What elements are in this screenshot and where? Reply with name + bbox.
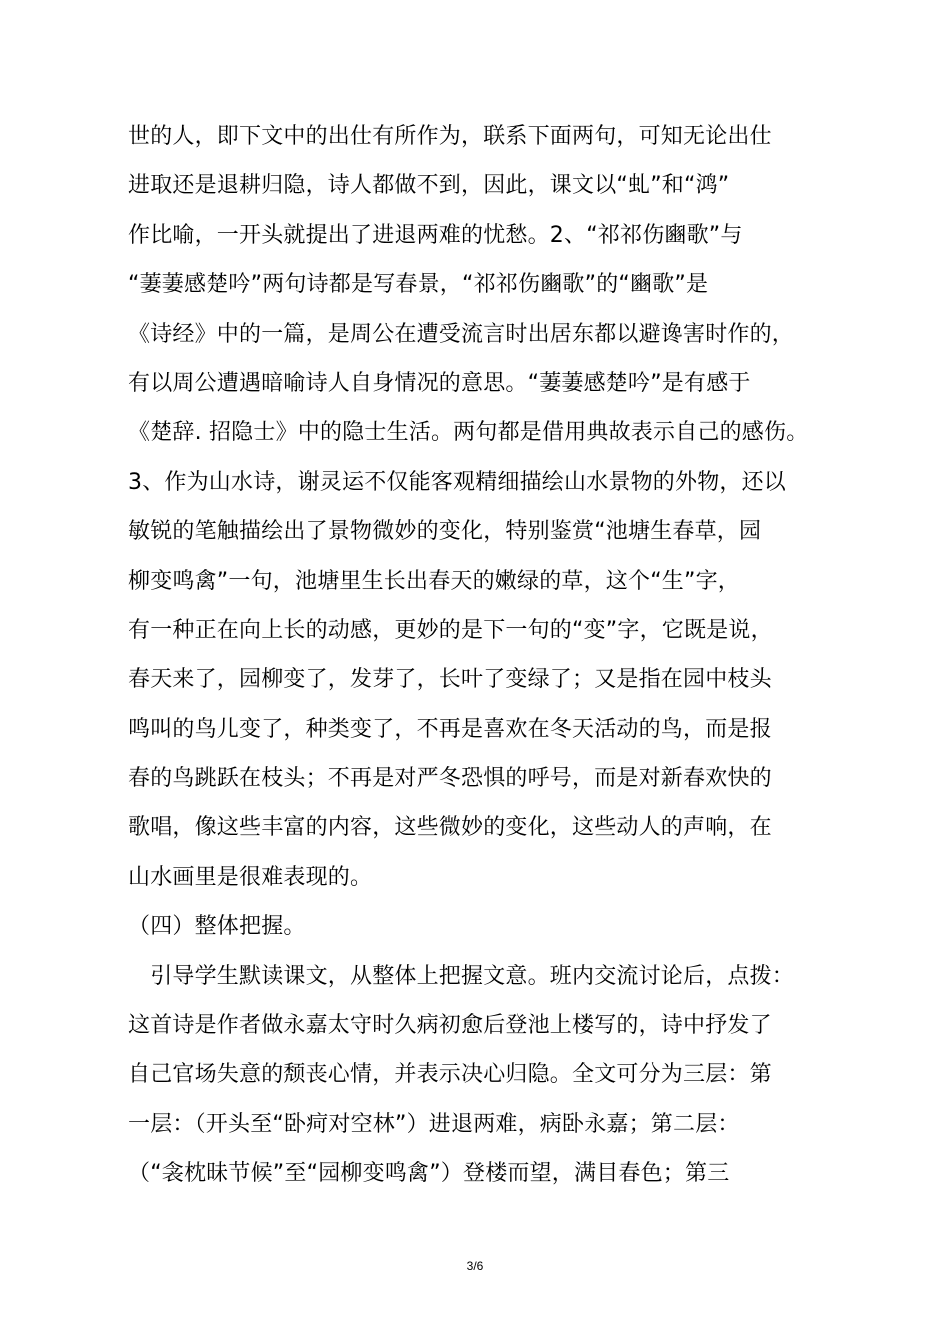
text-line: （“衾枕昧节候”至“园柳变鸣禽”）登楼而望，满目春色；第三 xyxy=(128,1161,730,1187)
text-line: 《楚辞. 招隐士》中的隐士生活。两句都是借用典故表示自己的感伤。 xyxy=(128,420,809,446)
text-line: 山水画里是很难表现的。 xyxy=(128,864,373,890)
text-line: 这首诗是作者做永嘉太守时久病初愈后登池上楼写的，诗中抒发了 xyxy=(128,1013,772,1039)
text-line: 歌唱，像这些丰富的内容，这些微妙的变化，这些动人的声响，在 xyxy=(128,815,772,841)
section-heading: （四）整体把握。 xyxy=(128,914,306,940)
text-line: 春的鸟跳跃在枝头；不再是对严冬恐惧的呼号，而是对新春欢快的 xyxy=(128,766,772,792)
text-line: 自己官场失意的颓丧心情，并表示决心归隐。全文可分为三层：第 xyxy=(128,1062,772,1088)
text-line: 世的人，即下文中的出仕有所作为，联系下面两句，可知无论出仕 xyxy=(128,124,772,149)
page-number: 3/6 xyxy=(466,1259,484,1273)
text-line: 3、作为山水诗，谢灵运不仅能客观精细描绘山水景物的外物，还以 xyxy=(128,469,786,495)
text-line: 敏锐的笔触描绘出了景物微妙的变化，特别鉴赏“池塘生春草，园 xyxy=(128,519,762,545)
text-line: 《诗经》中的一篇，是周公在遭受流言时出居东都以避谗害时作的， xyxy=(128,321,795,347)
text-line: “萋萋感楚吟”两句诗都是写春景，“祁祁伤豳歌”的“豳歌”是 xyxy=(128,272,709,298)
text-line: 春天来了，园柳变了，发芽了，长叶了变绿了；又是指在园中枝头 xyxy=(128,667,772,693)
text-line: 有以周公遭遇暗喻诗人自身情况的意思。“萋萋感楚吟”是有感于 xyxy=(128,370,751,396)
text-line: 作比喻，一开头就提出了进退两难的忧愁。2、“祁祁伤豳歌”与 xyxy=(128,222,743,248)
text-line: 进取还是退耕归隐，诗人都做不到，因此，课文以“虬”和“鸿” xyxy=(128,173,730,199)
text-line: 引导学生默读课文，从整体上把握文意。班内交流讨论后，点拨： xyxy=(128,963,795,989)
text-line: 有一种正在向上长的动感，更妙的是下一句的“变”字，它既是说， xyxy=(128,617,773,643)
text-line: 一层：（开头至“卧疴对空林”）进退两难，病卧永嘉；第二层： xyxy=(128,1111,740,1137)
text-line: 鸣叫的鸟儿变了，种类变了，不再是喜欢在冬天活动的鸟，而是报 xyxy=(128,716,772,742)
body-text xyxy=(128,112,848,1199)
text-line: 柳变鸣禽”一句，池塘里生长出春天的嫩绿的草，这个“生”字， xyxy=(128,568,740,594)
